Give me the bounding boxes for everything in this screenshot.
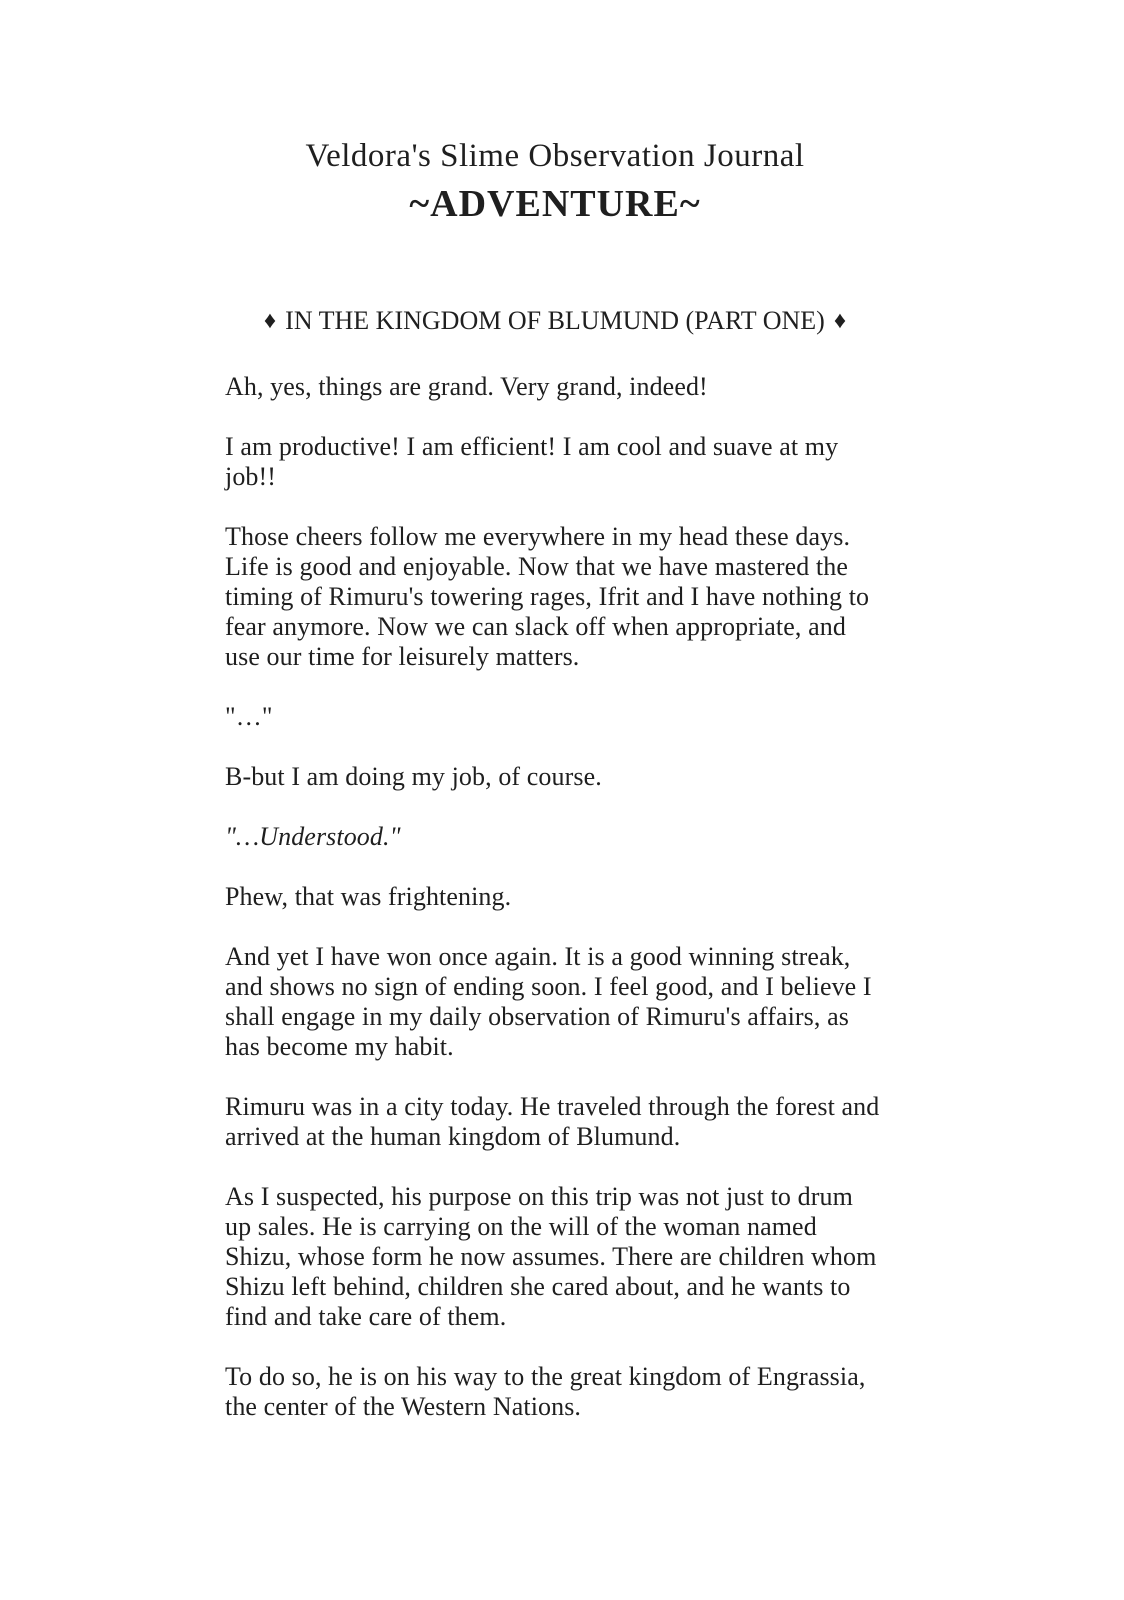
diamond-icon: ♦: [263, 308, 277, 334]
section-heading: [225, 305, 885, 338]
paragraph: "…Understood.": [225, 822, 401, 851]
diamond-icon: ♦: [833, 308, 847, 334]
paragraph: And yet I have won once again. It is a good winning streak, and shows no sign of ending soon. I feel good, and I believe I shall engage in my daily observation of Rimuru's affairs, as has become my habit.: [225, 942, 872, 1061]
paragraph: As I suspected, his purpose on this trip was not just to drum up sales. He is carrying on the will of the woman named Shizu, whose form he now assumes. There are children whom Shizu left behind, children she cared about, and he wants to find and take care of them.: [225, 1182, 877, 1331]
body-text: [225, 372, 885, 1422]
journal-subtitle: ~ADVENTURE~: [409, 183, 701, 225]
section-heading-text: IN THE KINGDOM OF BLUMUND (PART ONE): [285, 306, 825, 335]
page-content: [225, 136, 885, 1422]
paragraph: Ah, yes, things are grand. Very grand, indeed!: [225, 372, 708, 401]
paragraph: To do so, he is on his way to the great kingdom of Engrassia, the center of the Western Nations.: [225, 1362, 866, 1421]
journal-title: Veldora's Slime Observation Journal: [305, 138, 805, 174]
paragraph: I am productive! I am efficient! I am cool and suave at my job!!: [225, 432, 839, 491]
title-block: [225, 136, 885, 227]
paragraph: Those cheers follow me everywhere in my head these days. Life is good and enjoyable. Now that we have mastered the timing of Rimuru's towering rages, Ifrit and I have nothing to fear anymore. Now we can slack off when appropriate, and use our time for leisurely matters.: [225, 522, 870, 671]
paragraph: Rimuru was in a city today. He traveled through the forest and arrived at the human kingdom of Blumund.: [225, 1092, 880, 1151]
paragraph: B-but I am doing my job, of course.: [225, 762, 602, 791]
paragraph: Phew, that was frightening.: [225, 882, 512, 911]
paragraph: "…": [225, 702, 273, 731]
